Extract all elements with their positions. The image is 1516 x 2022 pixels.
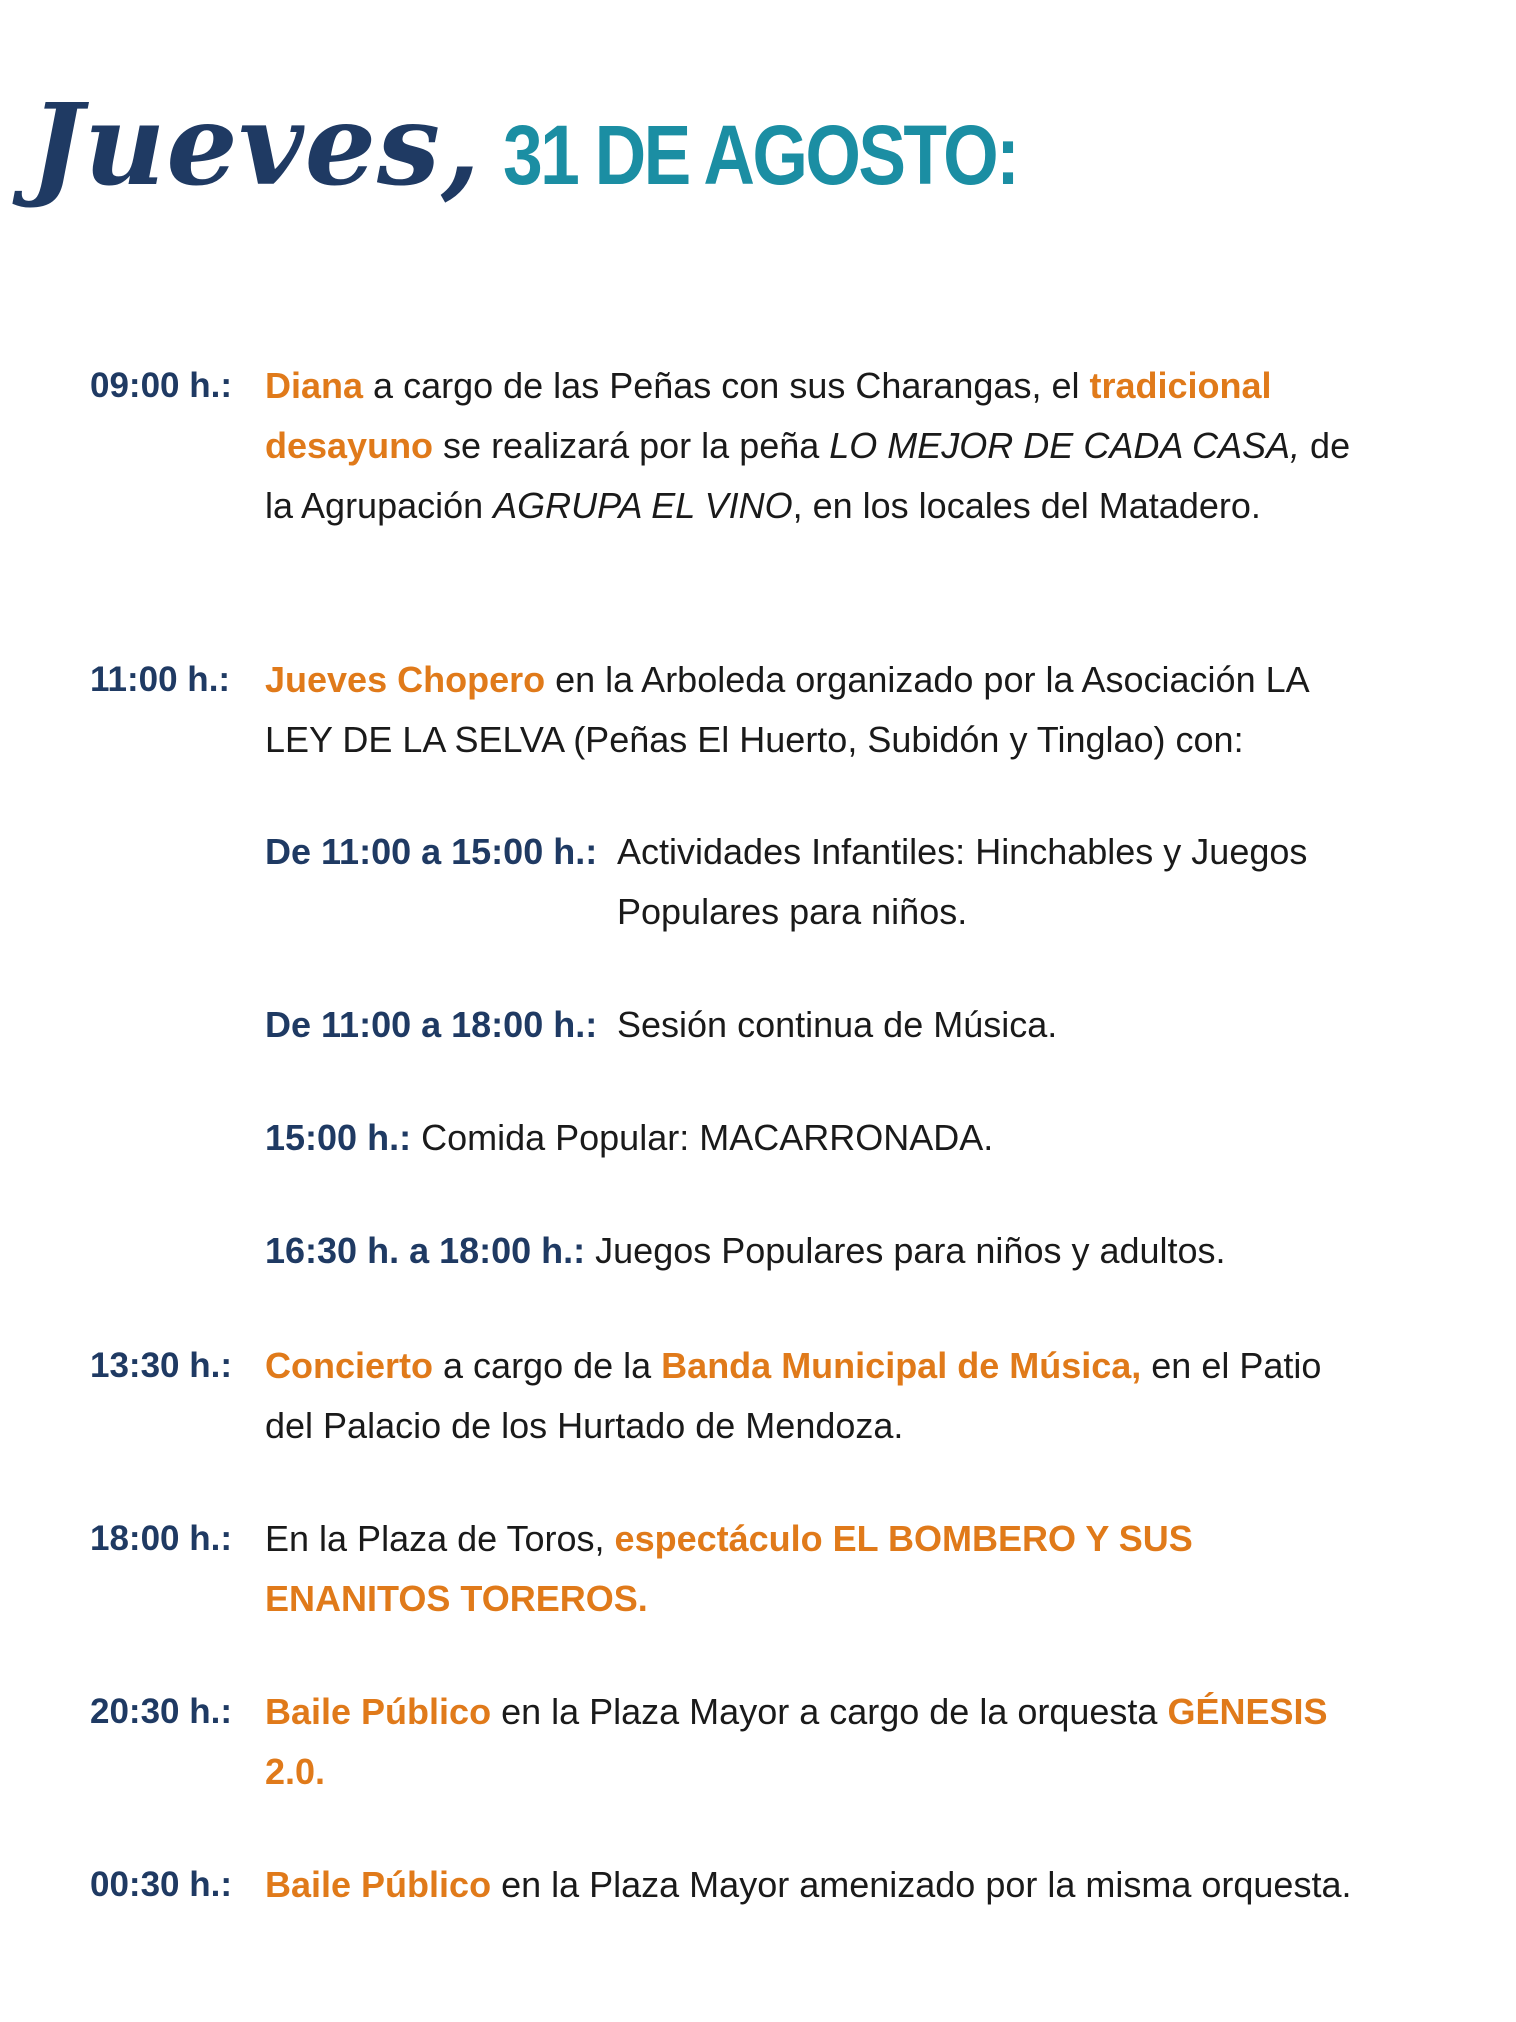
text-segment: , en los locales del Matadero. [792,485,1261,526]
text-segment: en el Patio del Palacio de los Hurtado de Mendoza. [265,1345,1322,1446]
schedule-entry [90,650,1480,770]
text-segment: a cargo de las Peñas con sus Charangas, el [363,365,1090,406]
schedule-entry [90,1682,1480,1802]
sub-time: De 11:00 a 15:00 h.: [265,831,598,872]
schedule-entry [90,356,1480,536]
sub-desc: Comida Popular: MACARRONADA. [411,1117,994,1158]
sub-time: 15:00 h.: [265,1117,412,1158]
schedule-entry [90,1509,1480,1629]
entry-time: 18:00 h.: [90,1519,232,1558]
highlight: espectáculo EL BOMBERO Y SUS ENANITOS TOREROS. [265,1518,1193,1619]
sub-activity [265,822,1465,942]
text-segment: en la Plaza Mayor amenizado por la misma orquesta. [491,1864,1352,1905]
italic-text: LO MEJOR DE CADA CASA, [829,425,1301,466]
entry-text [265,1855,1375,1915]
highlight: Concierto [265,1345,434,1386]
schedule-entry [90,1336,1480,1456]
sub-activity [265,1221,1465,1281]
entry-time: 20:30 h.: [90,1692,232,1731]
schedule-entry [90,1855,1480,1915]
title-date: 31 DE AGOSTO: [503,108,1018,202]
highlight: Banda Municipal de Música, [661,1345,1142,1386]
sub-desc: Actividades Infantiles: Hinchables y Juegos Populares para niños. [617,831,1308,932]
sub-desc: Juegos Populares para niños y adultos. [585,1230,1226,1271]
entry-text [265,1336,1375,1456]
text-segment: en la Plaza Mayor a cargo de la orquesta [491,1691,1168,1732]
text-segment: de la Agrupación [265,425,1351,526]
entry-time: 13:30 h.: [90,1346,232,1385]
entry-text [265,356,1375,536]
entry-text [265,1682,1375,1802]
highlight: Jueves Chopero [265,659,546,700]
highlight: Diana [265,365,364,406]
text-segment: en la Arboleda organizado por la Asociación LA LEY DE LA SELVA (Peñas El Huerto, Subidón y Tinglao) con: [265,659,1308,760]
sub-activity [265,1108,1465,1168]
entry-time: 00:30 h.: [90,1865,232,1904]
text-segment: se realizará por la peña [433,425,830,466]
text-segment: a cargo de la [433,1345,662,1386]
sub-time: 16:30 h. a 18:00 h.: [265,1230,586,1271]
highlight: Baile Público [265,1691,492,1732]
entry-text [265,1509,1375,1629]
highlight: Baile Público [265,1864,492,1905]
highlight: GÉNESIS 2.0. [265,1691,1328,1792]
entry-text [265,650,1375,770]
sub-desc: Sesión continua de Música. [617,1004,1058,1045]
sub-time: De 11:00 a 18:00 h.: [265,1004,598,1045]
text-segment: En la Plaza de Toros, [265,1518,615,1559]
highlight: tradicional desayuno [265,365,1272,466]
entry-time: 09:00 h.: [90,366,232,405]
title-day: Jueves, [30,80,482,211]
sub-activity [265,995,1465,1055]
italic-text: AGRUPA EL VINO [493,485,793,526]
page-title [30,80,1108,211]
entry-time: 11:00 h.: [90,660,231,699]
